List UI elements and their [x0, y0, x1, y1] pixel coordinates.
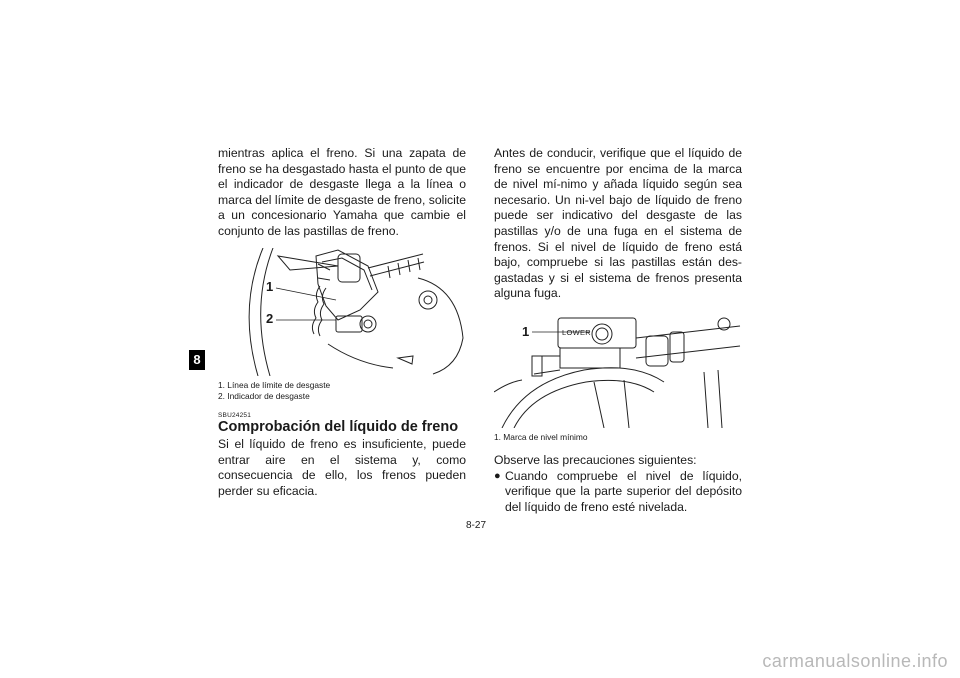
left-column	[218, 146, 466, 499]
black-circle-bullet-icon: ●	[494, 469, 501, 482]
reservoir-figure-caption: 1. Marca de nivel mínimo	[494, 431, 588, 442]
callout-2-label: 2	[266, 310, 274, 326]
brake-pad-paragraph: mientras aplica el freno. Si una zapata de freno se ha desgastado hasta el punto de que el indicador de desgaste llega a la línea o marca del límite de desgaste de freno, solicite a un concesionario Yamaha que cambie el conjunto de las pastillas de freno.	[218, 146, 467, 238]
lower-mark-label: LOWER	[562, 327, 592, 337]
chapter-tab: 8	[189, 350, 205, 370]
section-heading: Comprobación del líquido de freno	[218, 418, 459, 435]
precautions-intro: Observe las precauciones siguientes:	[494, 453, 697, 468]
figure-caption-1: 1. Línea de límite de desgaste	[218, 379, 331, 390]
section-code: SBU24251	[218, 411, 252, 419]
fluid-check-paragraph: Antes de conducir, verifique que el líquido de freno se encuentre por encima de la marca de nivel mí-nimo y añada líquido según sea necesario. Un ni-vel bajo de líquido de freno puede ser indicativo del desgaste de las pastillas y/o de una fuga en el sistema de frenos. Si el nivel de líquido de freno está bajo, compruebe si las pastillas están des-gastadas y si el sistema de frenos presenta alguna fuga.	[494, 146, 742, 301]
figure-caption-2: 2. Indicador de desgaste	[218, 390, 310, 401]
right-column	[494, 146, 742, 516]
precaution-bullet-text: Cuando compruebe el nivel de líquido, verifique que la parte superior del depósito del líquido de freno esté nivelada.	[505, 468, 742, 514]
callout-1-label: 1	[266, 278, 274, 294]
brake-caliper-illustration	[218, 248, 466, 376]
reservoir-figure	[494, 312, 742, 428]
precaution-bullet	[494, 469, 742, 516]
section-paragraph: Si el líquido de freno es insuficiente, puede entrar aire en el sistema y, como consecuencia de ello, los frenos pueden perder su eficacia.	[218, 436, 466, 498]
brake-caliper-figure	[218, 248, 466, 376]
brake-reservoir-illustration	[494, 312, 742, 428]
page-number: 8-27	[466, 520, 487, 531]
watermark: carmanualsonline.info	[762, 651, 948, 671]
reservoir-callout-label: 1	[522, 323, 530, 339]
